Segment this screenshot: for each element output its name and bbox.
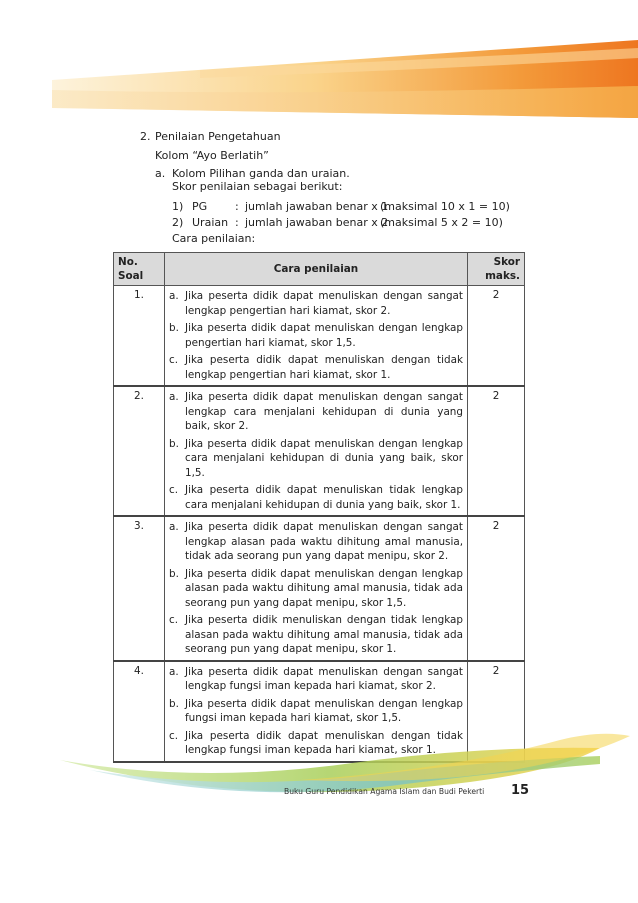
option-text: Jika peserta didik dapat menuliskan dengan lengkap pengertian hari kiamat, skor 1,5. xyxy=(185,322,463,349)
option-letter: c. xyxy=(169,484,179,496)
row-max-score: 2 xyxy=(468,286,525,387)
option-text: Jika peserta didik dapat menuliskan dengan sangat lengkap alasan pada waktu dihitung amal manusia, tidak ada seorang pun yang dapat menipu, skor 2. xyxy=(185,521,463,562)
option-letter: b. xyxy=(169,697,179,710)
option-text: Jika peserta didik dapat menuliskan dengan lengkap alasan pada waktu dihitung amal manusia, tidak ada seorang pun yang dapat menipu, skor 1,5. xyxy=(185,567,463,609)
footer-book-title: Buku Guru Pendidikan Agama Islam dan Budi Pekerti xyxy=(284,787,485,796)
section-number: 2. xyxy=(140,130,151,143)
item-1-max: (maksimal 10 x 1 = 10) xyxy=(380,200,510,213)
option-letter: c. xyxy=(169,354,179,366)
option-letter: b. xyxy=(169,322,179,334)
criteria-option xyxy=(169,483,463,512)
option-text: Jika peserta didik dapat menuliskan dengan tidak lengkap pengertian hari kiamat, skor 1. xyxy=(185,354,463,381)
option-text: Jika peserta didik dapat menuliskan dengan lengkap cara menjalani kehidupan di dunia yang baik, skor 1,5. xyxy=(185,437,463,479)
item-1-desc: jumlah jawaban benar x 1 xyxy=(245,200,389,213)
row-number: 1. xyxy=(114,286,165,387)
item-2-sep: : xyxy=(235,216,239,229)
option-letter: b. xyxy=(169,567,179,580)
row-max-score: 2 xyxy=(468,661,525,762)
item-2-desc: jumlah jawaban benar x 2 xyxy=(245,216,389,229)
criteria-option xyxy=(169,697,463,726)
criteria-option xyxy=(169,390,463,434)
kolom-label: Kolom “Ayo Berlatih” xyxy=(155,149,269,162)
option-text: Jika peserta didik dapat menuliskan dengan sangat lengkap cara menjalani kehidupan di dunia yang baik, skor 2. xyxy=(185,391,463,432)
item-2-max: (maksimal 5 x 2 = 10) xyxy=(380,216,503,229)
row-number: 2. xyxy=(114,386,165,516)
option-text: Jika peserta didik dapat menuliskan dengan lengkap fungsi iman kepada hari kiamat, skor 1,5. xyxy=(185,697,463,724)
option-letter: b. xyxy=(169,437,179,450)
page-number: 15 xyxy=(511,783,530,798)
table-row xyxy=(114,516,525,661)
header-cara-penilaian: Cara penilaian xyxy=(165,253,468,286)
row-criteria xyxy=(165,386,468,516)
criteria-option xyxy=(169,665,463,694)
item-2-name: Uraian xyxy=(192,216,229,229)
cara-label: Cara penilaian: xyxy=(172,232,256,245)
table-row xyxy=(114,386,525,516)
row-criteria xyxy=(165,516,468,661)
option-text: Jika peserta didik menuliskan dengan tidak lengkap alasan pada waktu dihitung amal manusia, tidak ada seorang pun yang dapat menipu, skor 1. xyxy=(185,614,463,655)
item-1-sep: : xyxy=(235,200,239,213)
header-banner xyxy=(0,0,638,130)
header-skor-maks: Skor maks. xyxy=(468,253,525,286)
skor-intro: Skor penilaian sebagai berikut: xyxy=(172,180,343,193)
option-letter: a. xyxy=(169,521,179,533)
item-1-name: PG xyxy=(192,200,208,213)
header-no-soal: No. Soal xyxy=(114,253,165,286)
option-text: Jika peserta didik dapat menuliskan dengan tidak lengkap fungsi iman kepada hari kiamat, skor 1. xyxy=(185,729,463,756)
row-max-score: 2 xyxy=(468,386,525,516)
scoring-table xyxy=(113,252,525,763)
section-title: Penilaian Pengetahuan xyxy=(155,130,281,143)
option-letter: c. xyxy=(169,729,179,742)
table-header-row xyxy=(114,253,525,286)
criteria-option xyxy=(169,353,463,382)
row-criteria xyxy=(165,286,468,387)
option-letter: a. xyxy=(169,665,179,678)
item-2-num: 2) xyxy=(172,216,184,229)
row-number: 3. xyxy=(114,516,165,661)
sub-a-text: Kolom Pilihan ganda dan uraian. xyxy=(172,167,350,180)
criteria-option xyxy=(169,289,463,318)
sub-a-letter: a. xyxy=(155,167,166,180)
criteria-option xyxy=(169,567,463,611)
criteria-option xyxy=(169,613,463,657)
option-text: Jika peserta didik dapat menuliskan dengan sangat lengkap fungsi iman kepada hari kiamat, skor 2. xyxy=(185,665,463,692)
criteria-option xyxy=(169,520,463,564)
row-number: 4. xyxy=(114,661,165,762)
option-letter: c. xyxy=(169,614,179,626)
option-letter: a. xyxy=(169,391,179,403)
criteria-option xyxy=(169,321,463,350)
table-row xyxy=(114,286,525,387)
item-1-num: 1) xyxy=(172,200,184,213)
option-text: Jika peserta didik dapat menuliskan dengan sangat lengkap pengertian hari kiamat, skor 2. xyxy=(185,290,463,317)
criteria-option xyxy=(169,437,463,481)
option-text: Jika peserta didik dapat menuliskan tidak lengkap cara menjalani kehidupan di dunia yang baik, skor 1. xyxy=(185,484,463,511)
row-max-score: 2 xyxy=(468,516,525,661)
footer-swoosh xyxy=(0,730,638,820)
option-letter: a. xyxy=(169,290,179,302)
